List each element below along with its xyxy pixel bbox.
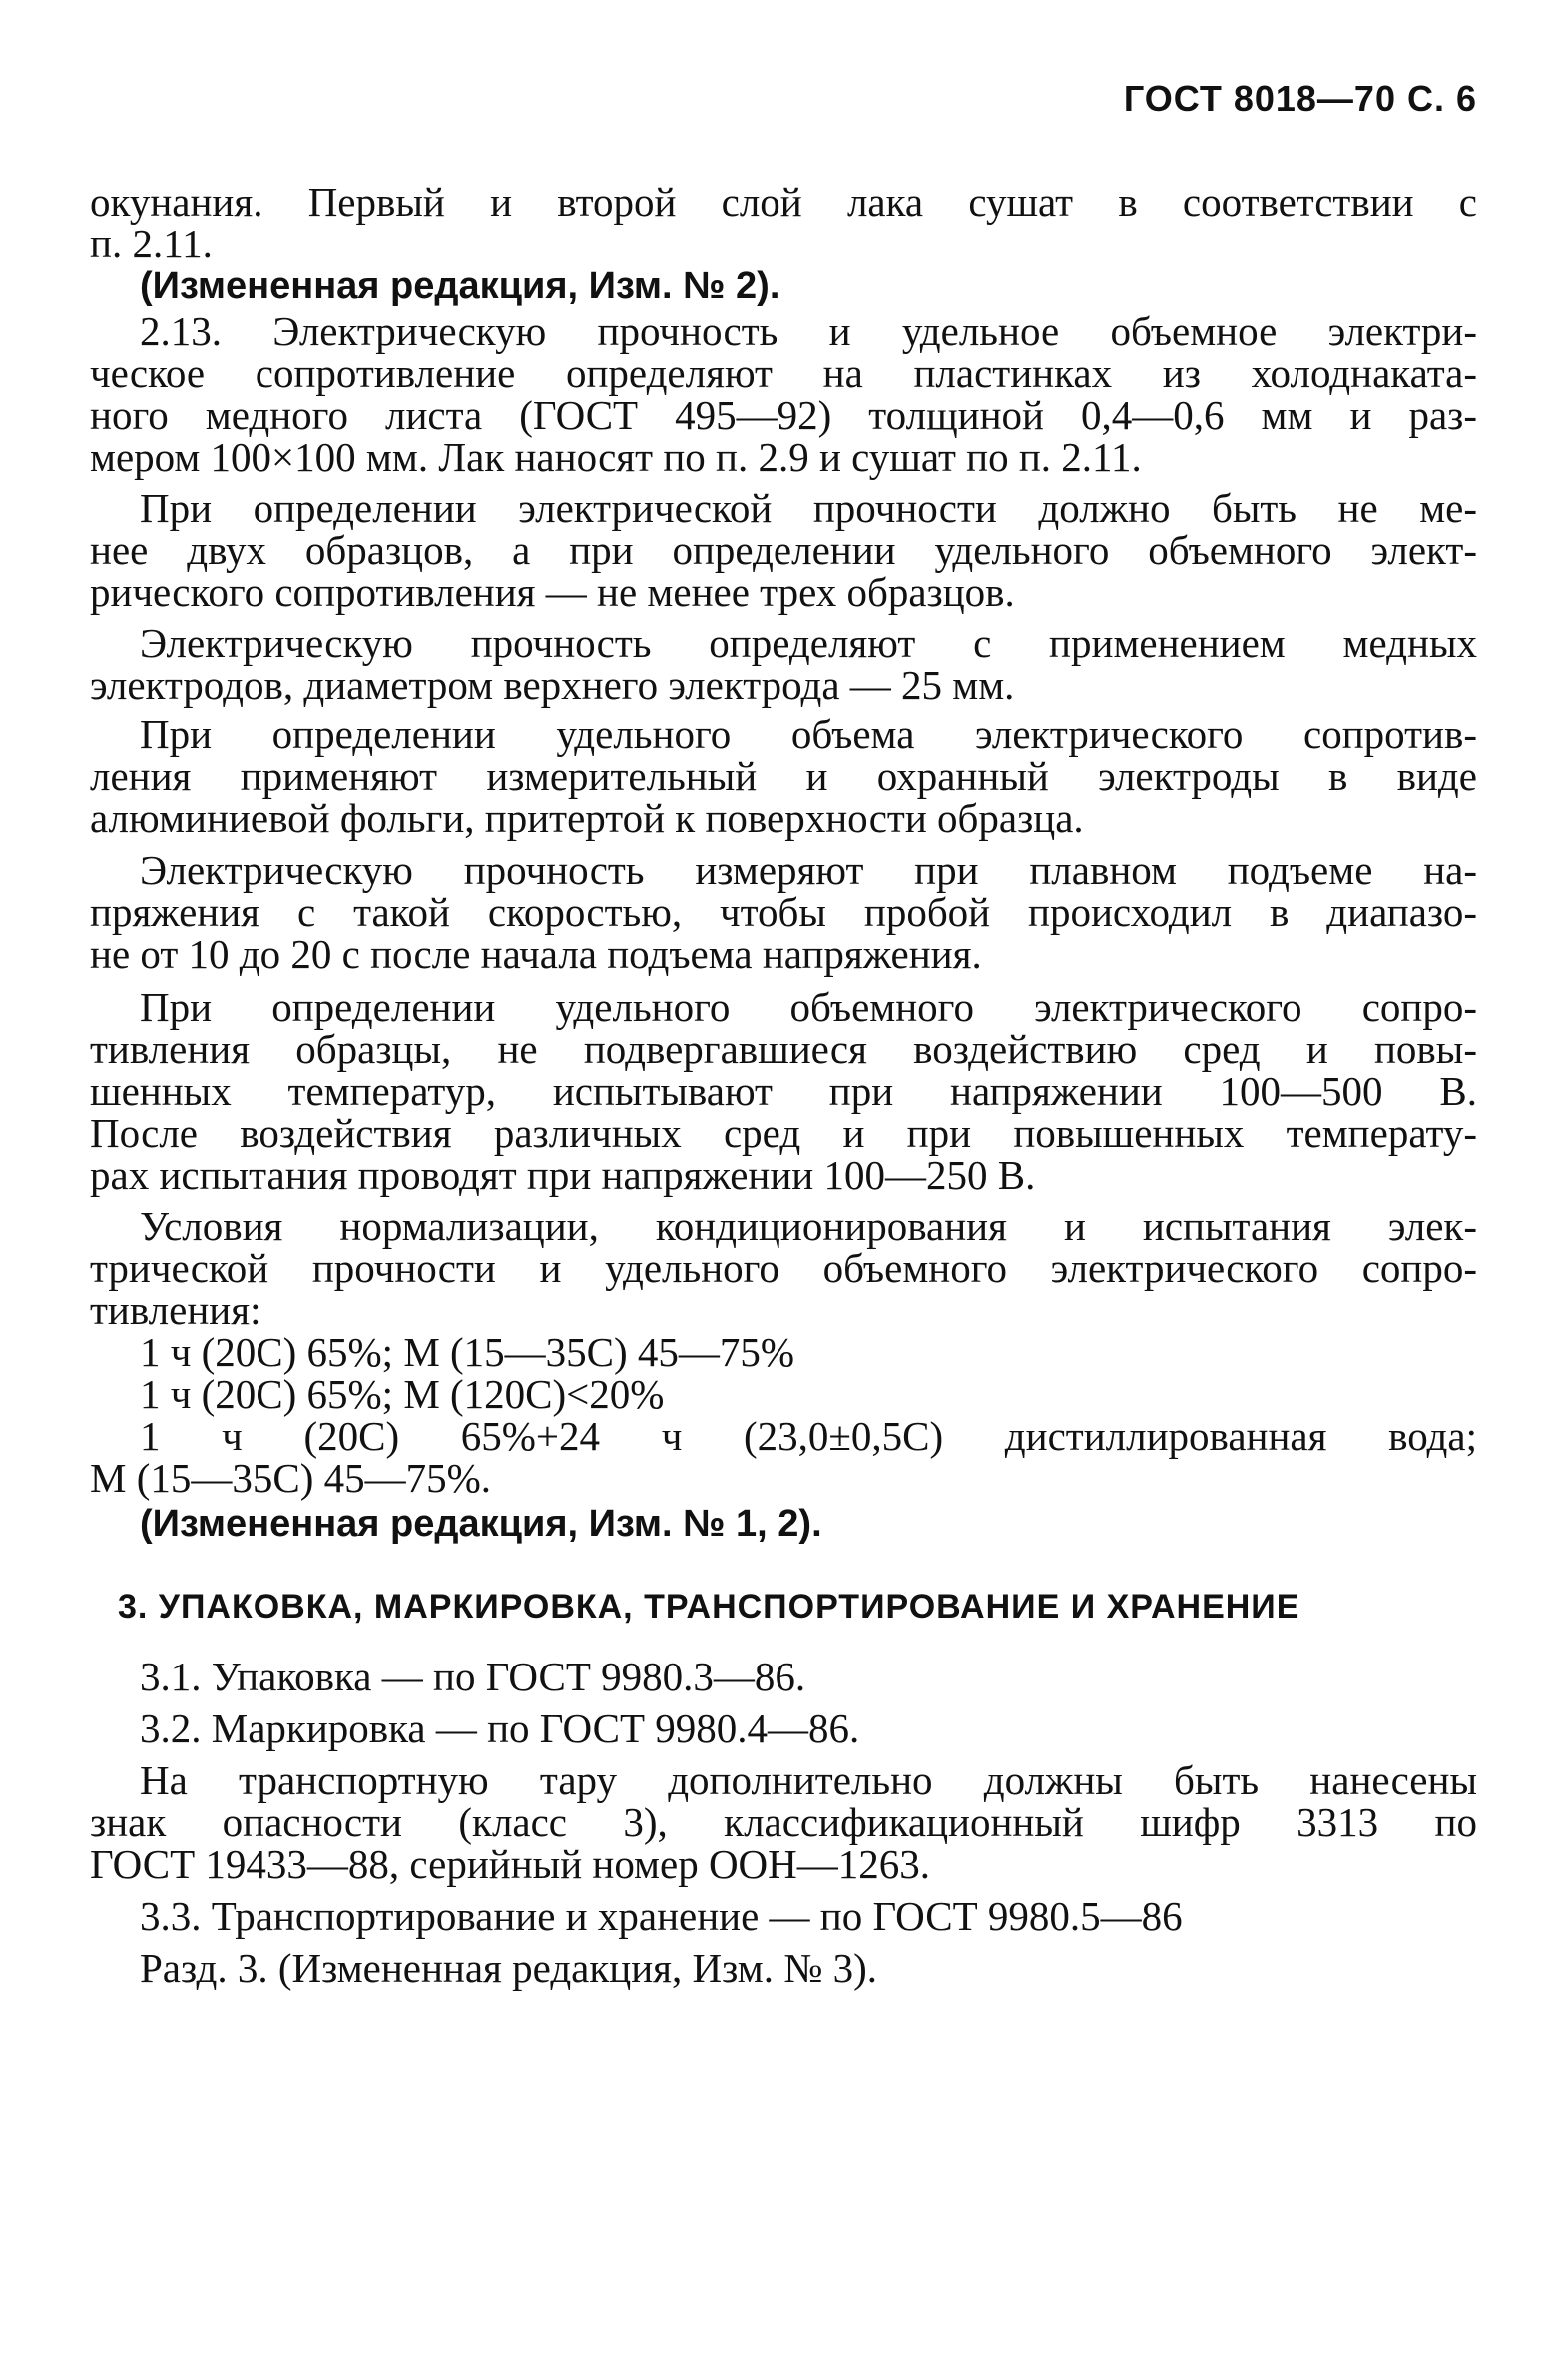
text-line: нее двух образцов, а при определении удельного объемного элект- — [90, 527, 1477, 573]
text-line: 2.13. Электрическую прочность и удельное объемное электри- — [140, 308, 1477, 354]
text-line: тивления образцы, не подвергавшиеся воздействию сред и повы- — [90, 1026, 1477, 1072]
amendment-note: (Измененная редакция, Изм. № 2). — [140, 265, 780, 307]
text-line: пряжения с такой скоростью, чтобы пробой происходил в диапазо- — [90, 889, 1477, 935]
text-line: не от 10 до 20 с после начала подъема напряжения. — [90, 931, 982, 977]
text-line: Условия нормализации, кондиционирования и испытания элек- — [140, 1203, 1477, 1249]
text-line: На транспортную тару дополнительно должны быть нанесены — [140, 1757, 1477, 1803]
text-line: 3.1. Упаковка — по ГОСТ 9980.3—86. — [140, 1654, 806, 1699]
text-line: 3.2. Маркировка — по ГОСТ 9980.4—86. — [140, 1705, 860, 1751]
text-line: знак опасности (класс 3), классификационный шифр 3313 по — [90, 1799, 1477, 1845]
text-line: п. 2.11. — [90, 221, 213, 266]
text-line: шенных температур, испытывают при напряжении 100—500 В. — [90, 1068, 1477, 1114]
text-line: электродов, диаметром верхнего электрода — 25 мм. — [90, 662, 1015, 708]
section-heading: 3. УПАКОВКА, МАРКИРОВКА, ТРАНСПОРТИРОВАНИЕ И ХРАНЕНИЕ — [118, 1588, 1300, 1626]
text-line: ного медного листа (ГОСТ 495—92) толщиной 0,4—0,6 мм и раз- — [90, 392, 1477, 438]
text-line: При определении электрической прочности должно быть не ме- — [140, 485, 1477, 531]
text-line: После воздействия различных сред и при повышенных температу- — [90, 1110, 1477, 1156]
text-line: мером 100×100 мм. Лак наносят по п. 2.9 и сушат по п. 2.11. — [90, 434, 1142, 480]
text-line: Электрическую прочность измеряют при плавном подъеме на- — [140, 847, 1477, 893]
amendment-note: (Измененная редакция, Изм. № 1, 2). — [140, 1503, 822, 1545]
page-header: ГОСТ 8018—70 С. 6 — [1123, 78, 1477, 119]
text-line: алюминиевой фольги, притертой к поверхности образца. — [90, 795, 1084, 841]
condition-line: 1 ч (20С) 65%; М (120С)<20% — [140, 1371, 665, 1417]
text-line: ГОСТ 19433—88, серийный номер ООН—1263. — [90, 1841, 931, 1887]
condition-line: 1 ч (20С) 65%; М (15—35С) 45—75% — [140, 1329, 795, 1375]
text-line: Электрическую прочность определяют с применением медных — [140, 620, 1477, 666]
text-line: ления применяют измерительный и охранный электроды в виде — [90, 753, 1477, 799]
text-line: трической прочности и удельного объемного электрического сопро- — [90, 1245, 1477, 1291]
text-line: При определении удельного объемного электрического сопро- — [140, 984, 1477, 1030]
text-line: ческое сопротивление определяют на пластинках из холоднаката- — [90, 350, 1477, 396]
text-line: При определении удельного объема электрического сопротив- — [140, 712, 1477, 757]
condition-line: 1 ч (20С) 65%+24 ч (23,0±0,5С) дистиллированная вода; — [140, 1413, 1477, 1459]
text-line: Разд. 3. (Измененная редакция, Изм. № 3). — [140, 1945, 877, 1991]
text-line: окунания. Первый и второй слой лака сушат в соответствии с — [90, 179, 1477, 225]
condition-line: М (15—35С) 45—75%. — [90, 1455, 492, 1501]
text-line: тивления: — [90, 1287, 261, 1333]
text-line: 3.3. Транспортирование и хранение — по ГОСТ 9980.5—86 — [140, 1893, 1183, 1939]
text-line: рах испытания проводят при напряжении 100—250 В. — [90, 1152, 1036, 1197]
text-line: рического сопротивления — не менее трех образцов. — [90, 569, 1015, 615]
